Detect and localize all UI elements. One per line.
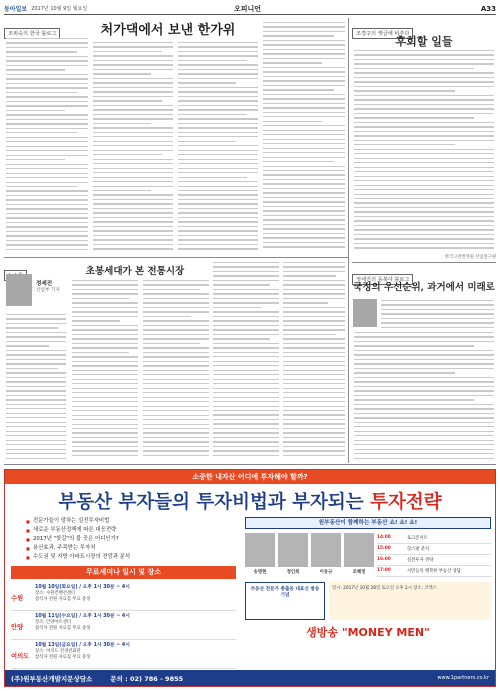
schedule-time: 15:00 [377, 546, 391, 551]
ad-info-box [245, 582, 491, 620]
column2-body [381, 300, 494, 330]
ad-speaker-panel [245, 533, 491, 577]
speaker-name: 정인희 [286, 570, 300, 575]
ad-headline: 소중한 내자산 어디에 투자해야 할까? [5, 470, 495, 484]
speaker-card [278, 533, 308, 577]
ad-bullet: ■ 새로운 부동산정책에 따른 대응전략 [33, 526, 236, 535]
free-seminar-banner: 무료세미나 일시 및 장소 [11, 566, 236, 579]
ad-bullet-list [11, 517, 236, 562]
ad-bullet: ■ 2017년 "핫갈"의 불 곳은 어디인가? [33, 535, 236, 544]
row-divider [4, 257, 348, 258]
row-divider [4, 464, 496, 465]
session-note: 참석자 전원 자료집 무료 증정 [35, 655, 91, 660]
column-divider [348, 18, 349, 463]
blog-body-col-3 [178, 42, 258, 250]
session-location: 여의도 [11, 653, 30, 660]
schedule-time: 14:00 [377, 535, 391, 540]
right-column-headline: 후회할 일들 [395, 35, 453, 48]
column2-rubric: 정세진의 동북아 블로그 [352, 266, 413, 285]
row-divider [352, 262, 496, 263]
blog-body-col-2 [93, 42, 173, 250]
schedule-row [377, 533, 491, 544]
speaker-card [344, 533, 374, 577]
speaker-name: 조혜정 [352, 570, 366, 575]
blog-rubric: 조위숙의 한국 블로그 [4, 20, 60, 39]
ad-bullet: ■ 용산효과, 주목받는 투자처 [33, 544, 236, 553]
right-column-body [354, 50, 494, 250]
ad-event-info: 일시: 2017년 10월 28일 토요일 오후 2시 장소: 코엑스 [329, 582, 491, 620]
session-place: 장소: 수원컨벤션센터 [35, 591, 76, 596]
ad-right-panel [245, 517, 491, 640]
speaker-list [245, 533, 374, 577]
ad-broadcast-label: 부동산 전문가 총출동 대표신 방송기념 [245, 582, 325, 620]
real-estate-ad [4, 469, 496, 687]
speaker-photo [344, 533, 374, 567]
issue-date: 2017년 10월 9일 월요일 [31, 6, 88, 12]
session-date: 10월 10일(화요일) / 오후 1시 30분 ~ 4시 [35, 585, 130, 590]
schedule-time: 17:00 [377, 568, 391, 573]
ad-phone: 문의 : 02) 786 - 9855 [110, 674, 184, 683]
right-column-rubric: 조경구의 옛글에 비추다 [352, 20, 413, 39]
ad-footer [5, 670, 495, 686]
speaker-photo [245, 533, 275, 567]
schedule-row [377, 566, 491, 577]
schedule-row [377, 544, 491, 555]
seminar-session [11, 611, 236, 640]
speaker-photo [311, 533, 341, 567]
column2-body-lower [354, 332, 494, 460]
speaker-name: 이동규 [319, 570, 333, 575]
newsroom-body-col-2 [72, 280, 138, 459]
author-photo [6, 274, 32, 306]
speaker-name: 송명현 [253, 570, 267, 575]
session-place: 장소: 여의도 전경련회관 [35, 649, 81, 654]
newsroom-body-col-4 [213, 262, 279, 459]
newsroom-body-col-3 [143, 280, 209, 459]
session-date: 10월 13일(금요일) / 오후 1시 30분 ~ 4시 [35, 643, 130, 648]
author-role: 산업부 기자 [36, 288, 60, 293]
column2-author-photo [353, 299, 377, 327]
seminar-session [11, 640, 236, 669]
schedule-row [377, 555, 491, 566]
speaker-card [245, 533, 275, 577]
schedule-desc: 서민들의 행복한 부동산 상담 [407, 569, 461, 574]
ad-bullet: ■ 수도권 및 지방 아파트시장의 전망과 분석 [33, 553, 236, 562]
session-location: 수원 [11, 595, 24, 602]
show-schedule [377, 533, 491, 577]
ad-url[interactable]: www.1partners.co.kr [437, 675, 489, 681]
session-place: 장소: 안양아트센터 [35, 620, 72, 625]
masthead [4, 3, 496, 15]
section-title: 오피니언 [234, 4, 262, 13]
ad-show-banner: 원부동산이 함께하는 부동산 쇼! 쇼! 쇼! [245, 517, 491, 529]
speaker-card [311, 533, 341, 577]
schedule-desc: 핫스팟 분석 [407, 547, 430, 552]
session-note: 참석자 전원 자료집 무료 증정 [35, 626, 91, 631]
seminar-sessions [11, 582, 236, 669]
newsroom-body-col-5 [283, 262, 345, 459]
newsroom-body-col-1 [6, 314, 66, 459]
ad-left-panel [11, 517, 236, 669]
newsroom-headline: 초봉세대가 본 전통시장 [85, 266, 185, 277]
schedule-desc: 토크콘서트 [407, 536, 428, 541]
column2-headline: 국정의 우선순위, 과거에서 미래로 [353, 282, 495, 293]
ad-main-title: 부동산 부자들의 투자비법과 부자되는 투자전략 [58, 492, 442, 513]
blog-body-col-1 [6, 38, 88, 250]
seminar-session [11, 582, 236, 611]
page-number: A33 [480, 4, 496, 13]
session-location: 안양 [11, 624, 24, 631]
blog-body-col-4 [263, 22, 345, 250]
author-name: 정세진 [36, 281, 53, 287]
ad-bullet: ■ 전문가들이 말하는 실전투자비법 [33, 517, 236, 526]
ad-money-men-title: 생방송 "MONEY MEN" [306, 626, 430, 639]
speaker-photo [278, 533, 308, 567]
ad-company: (주)원부동산개발지문상담소 [11, 674, 93, 683]
paper-name: 동아일보 [4, 6, 28, 13]
session-note: 참석자 전원 자료집 무료 증정 [35, 597, 91, 602]
schedule-desc: 실전투자 전략 [407, 558, 434, 563]
blog-headline: 처가댁에서 보낸 한가위 [100, 23, 236, 38]
right-column-byline: 한국고전번역원 선임연구원 [444, 255, 496, 260]
schedule-time: 16:00 [377, 557, 391, 562]
session-date: 10월 11일(수요일) / 오후 1시 30분 ~ 4시 [35, 614, 130, 619]
